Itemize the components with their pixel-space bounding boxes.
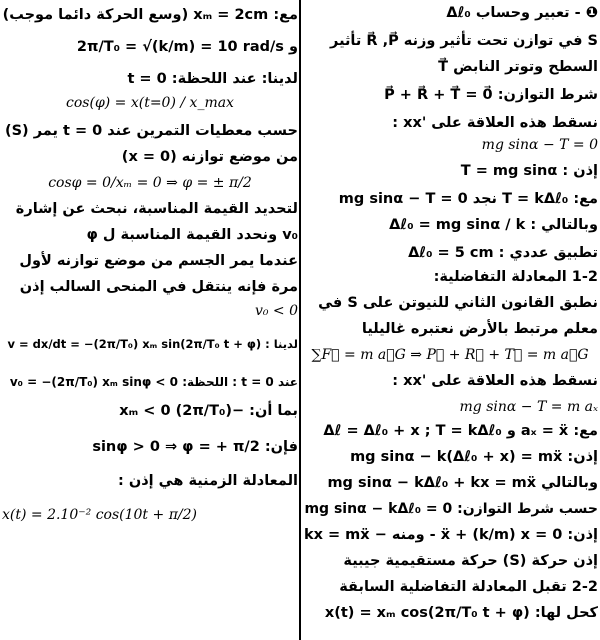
text-line: من موضع توازنه (x = 0) [121,149,298,165]
solution-equation: كحل لها: x(t) = xₘ cos(2π/T₀ t + φ) [324,605,598,621]
numerical-result: تطبيق عددي : Δℓ₀ = 5 cm [408,245,598,261]
section-2-2-heading: 2-2 تقبل المعادلة التفاضلية السابقة [339,579,598,595]
text-line: نسقط هذه العلاقة على 'xx : [392,373,598,389]
text-line: نطبق القانون الثاني للنيوتن على S في [318,295,598,311]
text-line: عندما يمر الجسم من موضع توازنه لأول [19,253,298,269]
column-divider [299,0,301,640]
equation-line: وبالتالي : Δℓ₀ = mg sinα / k [389,217,598,233]
equation-line: مع: T = kΔℓ₀ نجد mg sinα − T = 0 [338,191,598,207]
differential-equation: إذن: ẍ + (k/m) x = 0 - ومنه − kx = mẍ [303,527,598,543]
section-1-heading: ❶ - تعبير وحساب Δℓ₀ [446,5,598,21]
text-line: بما أن: −(2π/T₀) xₘ < 0 [119,403,298,419]
text-line: نسقط هذه العلاقة على 'xx : [392,115,598,131]
section-1-2-heading: 1-2 المعادلة التفاضلية: [433,269,598,285]
pulsation-line: و 2π/T₀ = √(k/m) = 10 rad/s [76,39,298,55]
text-line: مرة فإنه ينتقل في المنحى السالب إذن [19,279,298,295]
equation: cosφ = 0/xₘ = 0 ⇒ φ = ± π/2 [48,175,252,191]
text-line: حسب معطيات التمرين عند 0 = t يمر (S) [4,123,298,139]
amplitude-line: مع: xₘ = 2cm (وسع الحركة دائما موجب) [2,7,298,23]
text-line: لتحديد القيمة المناسبة، نبحث عن إشارة [15,201,298,217]
equation-line: إذن : T = mg sinα [460,163,598,179]
left-column [2,0,298,640]
equation: v₀ < 0 [254,303,298,319]
phase-result: فإن: sinφ > 0 ⇒ φ = + π/2 [92,439,298,455]
equation-line: وبالتالي mg sinα − kΔℓ₀ + kx = mẍ [327,475,598,491]
velocity-at-origin: عند t = 0 : اللحظة: v₀ = −(2π/T₀) xₘ sinφ < 0 [9,375,298,389]
text-line: معلم مرتبط بالأرض نعتبره غاليليا [361,321,598,337]
equation: mg sinα − T = 0 [481,137,598,153]
equation-line: إذن: mg sinα − k(Δℓ₀ + x) = mẍ [350,449,598,465]
right-column [302,0,598,640]
text-line: السطح وتوتر النابض T⃗ [438,59,598,75]
equation-line: مع: aₓ = ẍ و Δℓ = Δℓ₀ + x ; T = kΔℓ₀ [323,423,598,439]
velocity-equation: لدينا : v = dx/dt = −(2π/T₀) xₘ sin(2π/T₀ t + φ) [7,337,298,351]
newton-law-equation: ∑F⃗ = m a⃗G ⇒ P⃗ + R⃗ + T⃗ = m a⃗G [311,347,589,363]
text-line: المعادلة الزمنية هي إذن : [118,473,298,489]
text-line: لدينا: عند اللحظة: t = 0 [127,71,298,87]
equation: cos(φ) = x(t=0) / x_max [66,95,234,111]
equation: mg sinα − T = m aₓ [459,399,598,415]
text-line: إذن حركة (S) حركة مستقيمية جيبية [343,553,598,569]
text-line: v₀ ونحدد القيمة المناسبة ل φ [86,227,298,243]
text-line: S في توازن تحت تأثير وزنه R⃗ ,P⃗ تأثير [330,33,598,49]
equilibrium-condition: شرط التوازن: P⃗ + R⃗ + T⃗ = 0⃗ [384,87,598,103]
final-time-equation: x(t) = 2.10⁻² cos(10t + π/2) [2,507,197,523]
equation-line: حسب شرط التوازن: mg sinα − kΔℓ₀ = 0 [304,501,598,517]
